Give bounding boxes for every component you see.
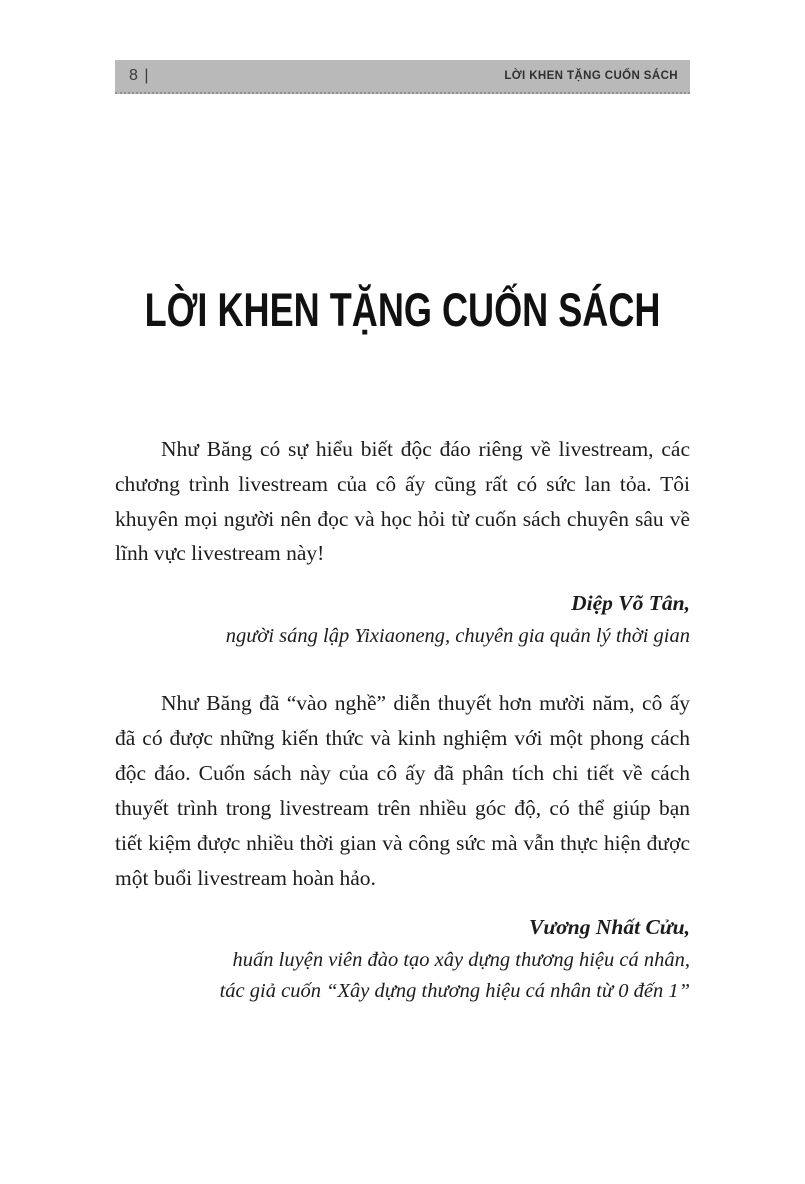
testimonial-section xyxy=(115,686,690,1008)
running-title: LỜI KHEN TẶNG CUỐN SÁCH xyxy=(504,70,678,82)
testimonial-section xyxy=(115,432,690,652)
testimonial-byline xyxy=(115,587,690,652)
author-credit: người sáng lập Yixiaoneng, chuyên gia quản lý thời gian xyxy=(225,624,690,647)
page-number: 8 | xyxy=(129,67,150,84)
chapter-title-wrap xyxy=(0,286,805,336)
testimonial-byline xyxy=(115,911,690,1008)
chapter-title: LỜI KHEN TẶNG CUỐN SÁCH xyxy=(144,284,661,337)
author-credit: tác giả cuốn “Xây dựng thương hiệu cá nhân từ 0 đến 1” xyxy=(219,980,690,1003)
author-name: Diệp Võ Tân, xyxy=(571,591,690,616)
author-name: Vương Nhất Cửu, xyxy=(529,915,690,940)
author-credit: huấn luyện viên đào tạo xây dựng thương hiệu cá nhân, xyxy=(232,948,690,971)
testimonial-paragraph: Như Băng có sự hiểu biết độc đáo riêng về livestream, các chương trình livestream của cô ấy cũng rất có sức lan tỏa. Tôi khuyên mọi người nên đọc và học hỏi từ cuốn sách chuyên sâu về lĩnh vực livestream này! xyxy=(115,437,690,566)
page-header xyxy=(115,60,690,94)
testimonial-paragraph: Như Băng đã “vào nghề” diễn thuyết hơn mười năm, cô ấy đã có được những kiến thức và kinh nghiệm với một phong cách độc đáo. Cuốn sách này của cô ấy đã phân tích chi tiết về cách thuyết trình trong livestream trên nhiều góc độ, có thể giúp bạn tiết kiệm được nhiều thời gian và công sức mà vẫn thực hiện được một buổi livestream hoàn hảo. xyxy=(115,691,690,890)
page-body xyxy=(0,432,805,1008)
